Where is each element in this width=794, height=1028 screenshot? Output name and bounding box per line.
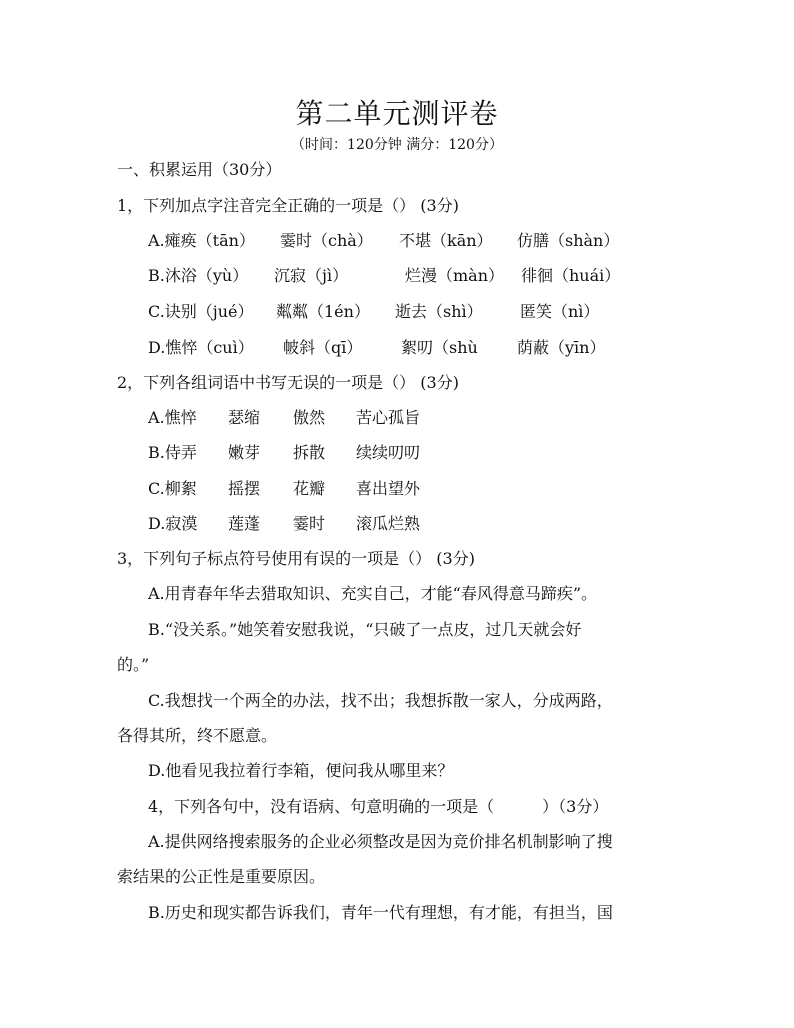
q3-option-c-line1: C.我想找一个两全的办法，找不出；我想拆散一家人，分成两路， (148, 691, 613, 710)
q2-option-a-1: A.憔悴 (148, 408, 197, 427)
q2-option-a-2: 瑟缩 (228, 408, 261, 427)
q1-option-b-2: 沉寂（jì） (274, 266, 349, 285)
q2-option-b-3: 拆散 (293, 443, 326, 462)
q1-option-d-3: 絮叨（shù (401, 338, 478, 357)
q2-option-b-4: 续续叨叨 (356, 443, 421, 462)
q1-option-b-4: 徘徊（huái） (521, 266, 621, 285)
q2-option-a-3: 傲然 (293, 408, 326, 427)
q4-option-a-line1: A.提供网络搜索服务的企业必须整改是因为竞价排名机制影响了搜 (148, 832, 613, 851)
q2-option-d-2: 莲蓬 (228, 514, 261, 533)
q3-option-b-line2: 的。” (117, 655, 150, 674)
q2-option-d-4: 滚瓜烂熟 (356, 514, 421, 533)
q1-option-c-1: C.诀别（jué） (148, 302, 254, 321)
question-2-stem: 2，下列各组词语中书写无误的一项是（） (3分) (117, 373, 459, 392)
q3-option-d: D.他看见我拉着行李箱，便问我从哪里来？ (148, 761, 454, 780)
q1-option-a-2: 霎时（chà） (280, 231, 373, 250)
q2-option-c-4: 喜出望外 (356, 479, 421, 498)
q4-option-a-line2: 索结果的公正性是重要原因。 (117, 867, 326, 886)
question-4-stem: 4，下列各句中，没有语病、句意明确的一项是（ ）（3分） (148, 797, 609, 816)
q1-option-c-3: 逝去（shì） (395, 302, 483, 321)
q1-option-a-4: 仿膳（shàn） (517, 231, 620, 250)
question-3-stem: 3，下列句子标点符号使用有误的一项是（） (3分) (117, 549, 475, 568)
q1-option-c-4: 匿笑（nì） (520, 302, 600, 321)
q2-option-b-2: 嫩芽 (228, 443, 261, 462)
q1-option-d-4: 荫蔽（yīn） (517, 338, 606, 357)
q1-option-a-1: A.瘫痪（tān） (148, 231, 255, 250)
q1-option-c-2: 粼粼（1én） (276, 302, 370, 321)
q2-option-b-1: B.侍弄 (148, 443, 197, 462)
q3-option-a: A.用青春年华去猎取知识、充实自己，才能“春风得意马蹄疾”。 (148, 584, 598, 603)
q2-option-c-1: C.柳絮 (148, 479, 197, 498)
q3-option-b-line1: B.“没关系。”她笑着安慰我说，“只破了一点皮，过几天就会好 (148, 620, 582, 639)
question-1-stem: 1，下列加点字注音完全正确的一项是（） (3分) (117, 196, 459, 215)
q2-option-d-3: 霎时 (293, 514, 326, 533)
q1-option-a-3: 不堪（kān） (399, 231, 493, 250)
q4-option-b-line1: B.历史和现实都告诉我们，青年一代有理想，有才能，有担当，国 (148, 903, 613, 922)
q2-option-d-1: D.寂漠 (148, 514, 198, 533)
exam-info: （时间：120分钟 满分：120分） (291, 137, 503, 153)
q2-option-c-3: 花瓣 (293, 479, 326, 498)
q3-option-c-line2: 各得其所，终不愿意。 (117, 726, 278, 745)
q2-option-a-4: 苦心孤旨 (356, 408, 421, 427)
q1-option-b-3: 烂漫（màn） (405, 266, 505, 285)
q1-option-b-1: B.沐浴（yù） (148, 266, 249, 285)
section-heading: 一、积累运用（30分） (117, 160, 282, 179)
q1-option-d-2: 帔斜（qī） (283, 338, 363, 357)
q1-option-d-1: D.憔悴（cuì） (148, 338, 254, 357)
page-title: 第二单元测评卷 (295, 97, 499, 130)
q2-option-c-2: 摇摆 (228, 479, 261, 498)
